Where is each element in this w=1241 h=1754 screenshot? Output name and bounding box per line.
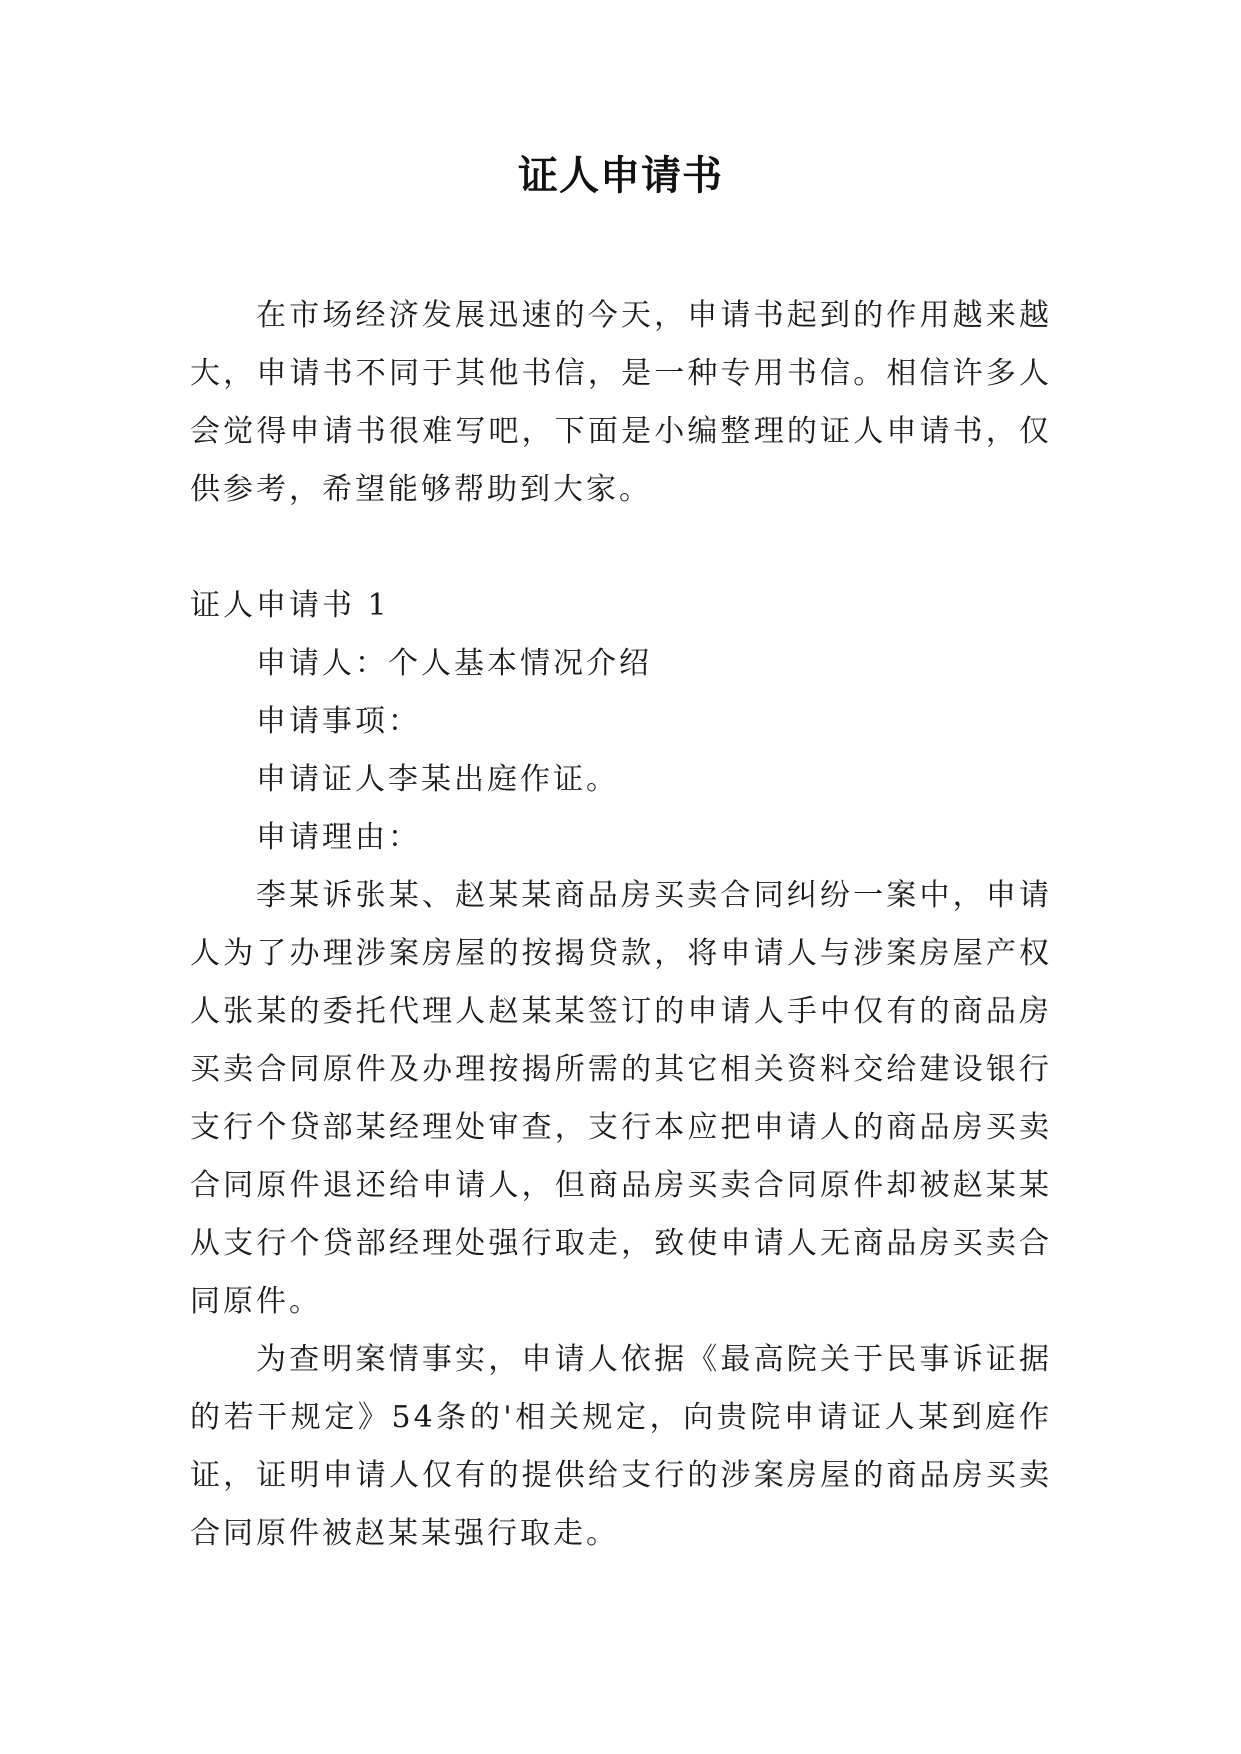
intro-block xyxy=(190,287,1052,519)
reason-paragraph-2: 为查明案情事实，申请人依据《最高院关于民事诉证据的若干规定》54条的'相关规定，向贵院申请证人某到庭作证，证明申请人仅有的提供给支行的涉案房屋的商品房买卖合同原件被赵某某强行取走。 xyxy=(190,1342,1052,1551)
reason-paragraph-1: 李某诉张某、赵某某商品房买卖合同纠纷一案中，申请人为了办理涉案房屋的按揭贷款，将申请人与涉案房屋产权人张某的委托代理人赵某某签订的申请人手中仅有的商品房买卖合同原件及办理按揭所需的其它相关资料交给建设银行支行个贷部某经理处审查，支行本应把申请人的商品房买卖合同原件退还给申请人，但商品房买卖合同原件却被赵某某从支行个贷部经理处强行取走，致使申请人无商品房买卖合同原件。 xyxy=(190,878,1052,1319)
intro-paragraph: 在市场经济发展迅速的今天，申请书起到的作用越来越大，申请书不同于其他书信，是一种专用书信。相信许多人会觉得申请书很难写吧，下面是小编整理的证人申请书，仅供参考，希望能够帮助到大家。 xyxy=(190,298,1052,507)
document-title: 证人申请书 xyxy=(518,153,723,199)
section-heading: 证人申请书 1 xyxy=(190,588,390,623)
applicant-line: 申请人：个人基本情况介绍 xyxy=(256,646,652,681)
matters-label: 申请事项： xyxy=(256,704,421,739)
letter-body xyxy=(190,577,1052,1563)
matters-text: 申请证人李某出庭作证。 xyxy=(256,762,619,797)
reasons-label: 申请理由： xyxy=(256,820,421,855)
